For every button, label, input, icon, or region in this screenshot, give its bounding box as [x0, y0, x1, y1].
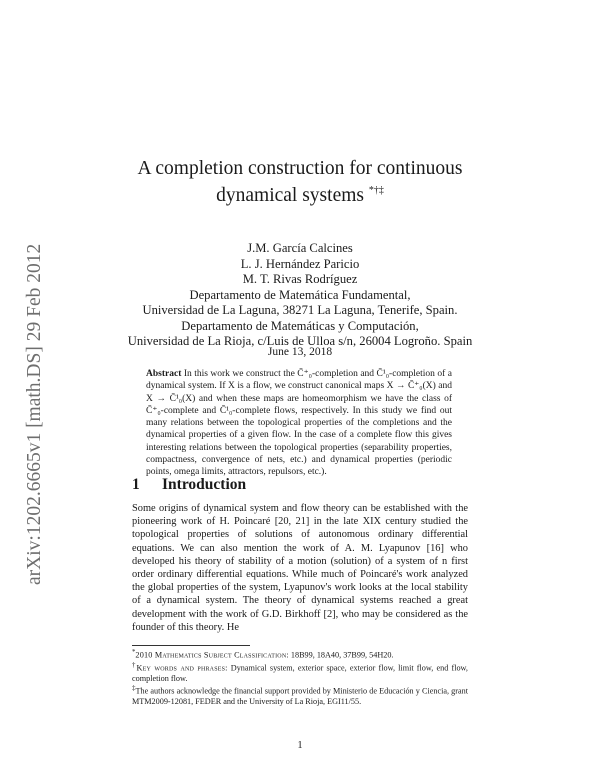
paper-date: June 13, 2018	[267, 346, 333, 358]
page-number: 1	[297, 740, 303, 751]
footnote-mark: †	[132, 661, 137, 669]
footnote-rule	[132, 645, 250, 646]
author-line: M. T. Rivas Rodríguez	[242, 272, 358, 286]
footnote-text: Dynamical system, exterior space, exterior flow, limit flow, end flow, completion flow.	[132, 663, 468, 683]
author-block	[0, 241, 600, 350]
affiliation-line: Departamento de Matemáticas y Computación,	[181, 318, 419, 333]
author-line: L. J. Hernández Paricio	[240, 256, 360, 271]
title-footnote-marks: *†‡	[368, 185, 384, 196]
introduction-paragraph: Some origins of dynamical system and flow theory can be established with the pioneering work of H. Poincaré [20, 21] in the late XIX century studied the topological properties of solutions of autonomous ordinary differential equations. We can also mention the work of A. M. Lyapunov [16] who developed his theory of stability of a motion (solution) of a system of n first order ordinary differential equations. While much of Poincaré's work analyzed the global properties of the system, Lyapunov's work looks at the local stability of a dynamical system. The theory of dynamical systems reached a great development with the work of G.D. Birkhoff [2], who may be considered as the founder of this theory. He	[132, 503, 468, 633]
footnote-text: 18B99, 18A40, 37B99, 54H20.	[290, 650, 394, 660]
title-line-2	[0, 180, 600, 207]
section-heading	[132, 476, 246, 494]
footnotes	[132, 648, 468, 707]
footnote-mark: ‡	[132, 685, 136, 693]
affiliation-line: Departamento de Matemática Fundamental,	[189, 287, 411, 302]
footnote-mark: *	[132, 649, 136, 656]
title-line-1: A completion construction for continuous	[137, 158, 463, 179]
footnote-2	[132, 661, 468, 684]
footnote-text: The authors acknowledge the financial support provided by Ministerio de Educación y Ciencia, grant MTM2009-12081, FEDER and the University of La Rioja, EGI11/55.	[132, 686, 468, 707]
footnote-3	[132, 684, 468, 707]
affiliation-line: Universidad de La Laguna, 38271 La Laguna, Tenerife, Spain.	[142, 303, 458, 317]
footnote-label: 2010 Mathematics Subject Classification:	[135, 650, 289, 660]
abstract-text: In this work we construct the C̄⁺₀-completion and C̄¹₀-completion of a dynamical system. If X is a flow, we construct canonical maps X → C̄⁺₀(X) and X → C̄¹₀(X) and when these maps are homeomorphism we have the class of C̄⁺₀-complete and C̄¹₀-complete flows, respectively. In this study we find out many relations between the topological properties of the completions and the dynamical properties of a given flow. In the case of a complete flow this gives interesting relations between the topological properties (separability properties, compactness, convergence of nets, etc.) and dynamical properties (periodic points, omega limits, attractors, repulsors, etc.).	[146, 369, 452, 478]
section-number: 1	[132, 476, 140, 493]
paper-title	[0, 158, 600, 207]
author-line: J.M. García Calcines	[247, 241, 353, 255]
abstract-label: Abstract	[146, 369, 182, 379]
arxiv-identifier: arXiv:1202.6665v1 [math.DS] 29 Feb 2012	[24, 243, 45, 585]
title-line-2-text: dynamical systems	[216, 185, 364, 206]
abstract	[146, 368, 452, 479]
section-title: Introduction	[162, 476, 247, 493]
affiliation-line: Universidad de La Rioja, c/Luis de Ulloa s/n, 26004 Logroño. Spain	[127, 334, 473, 348]
footnote-label: Key words and phrases:	[136, 663, 228, 673]
footnote-1	[132, 648, 468, 661]
